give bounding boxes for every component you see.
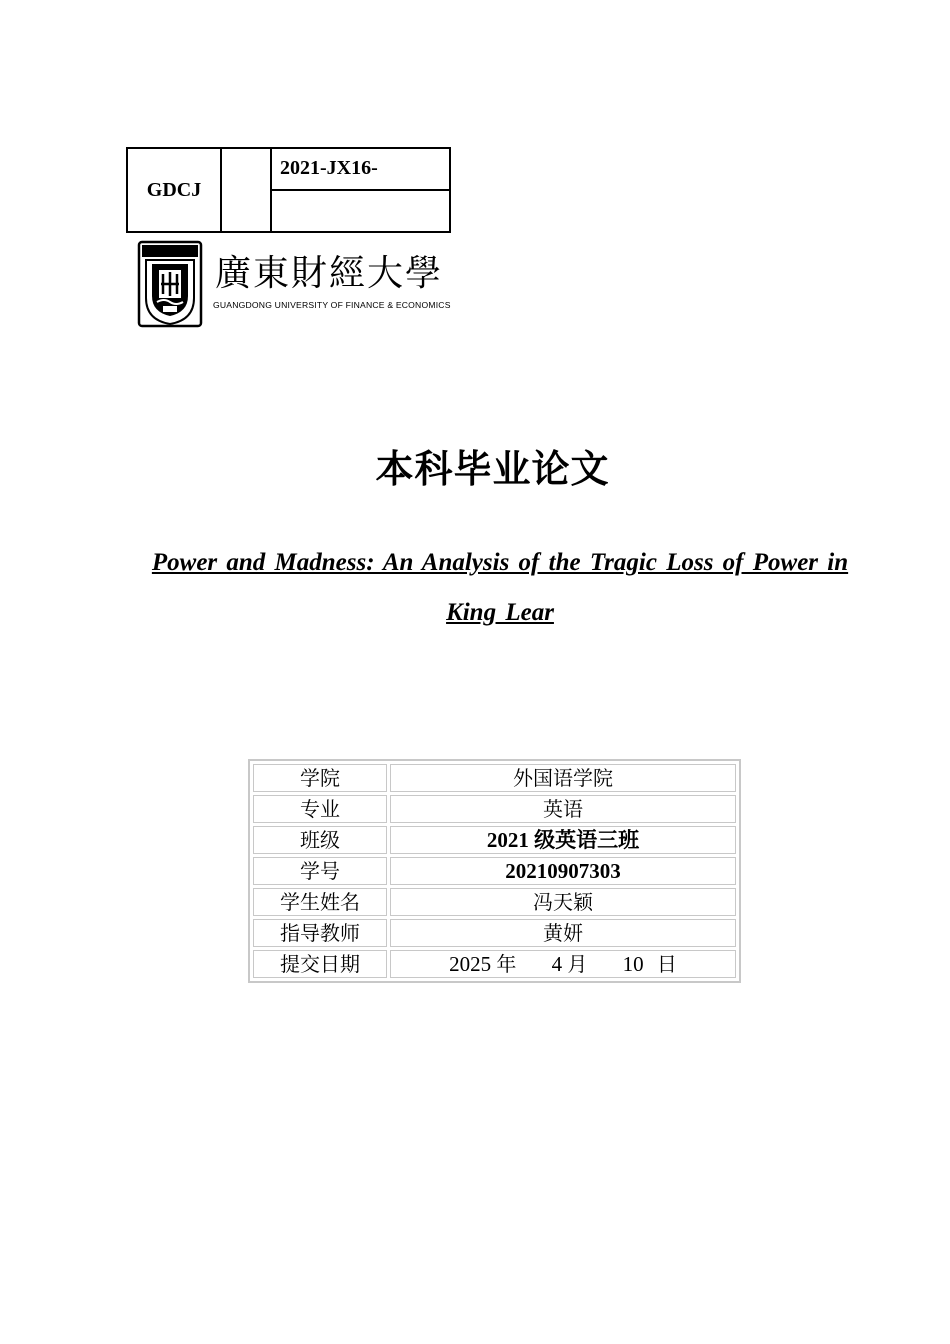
university-logo — [137, 240, 467, 328]
date-year: 2025 — [449, 952, 492, 976]
row-value: 英语 — [390, 795, 736, 823]
code-prefix: GDCJ — [128, 149, 222, 231]
date-year-unit: 年 — [496, 952, 517, 976]
row-label: 指导教师 — [253, 919, 387, 947]
row-value: 黄妍 — [390, 919, 736, 947]
university-name-en: GUANGDONG UNIVERSITY OF FINANCE & ECONOMICS — [213, 300, 451, 310]
row-label: 学号 — [253, 857, 387, 885]
submission-date — [390, 950, 736, 978]
row-label: 提交日期 — [253, 950, 387, 978]
date-month-unit: 月 — [567, 952, 588, 976]
thesis-title: Power and Madness: An Analysis of the Tragic Loss of Power in King Lear — [151, 549, 849, 626]
university-seal-icon — [137, 240, 203, 328]
code-number-cells — [272, 149, 449, 231]
row-label: 学院 — [253, 764, 387, 792]
table-row — [253, 764, 736, 792]
code-number: 2021-JX16- — [272, 149, 449, 191]
table-row — [253, 795, 736, 823]
table-row — [253, 888, 736, 916]
university-name-cn: 廣東財經大學 — [215, 253, 444, 294]
code-number-blank — [272, 191, 449, 231]
row-value: 20210907303 — [390, 857, 736, 885]
document-code-box — [126, 147, 451, 233]
row-value: 外国语学院 — [390, 764, 736, 792]
date-day-unit: 日 — [656, 952, 677, 976]
code-blank-cell — [222, 149, 272, 231]
row-label: 班级 — [253, 826, 387, 854]
table-row — [253, 857, 736, 885]
row-value: 2021 级英语三班 — [390, 826, 736, 854]
date-day: 10 — [622, 952, 644, 976]
table-row — [253, 826, 736, 854]
page-title: 本科毕业论文 — [375, 447, 610, 491]
row-label: 专业 — [253, 795, 387, 823]
row-value: 冯天颖 — [390, 888, 736, 916]
table-row — [253, 919, 736, 947]
student-info-table — [248, 759, 741, 983]
table-row — [253, 950, 736, 978]
date-month: 4 — [551, 952, 563, 976]
row-label: 学生姓名 — [253, 888, 387, 916]
